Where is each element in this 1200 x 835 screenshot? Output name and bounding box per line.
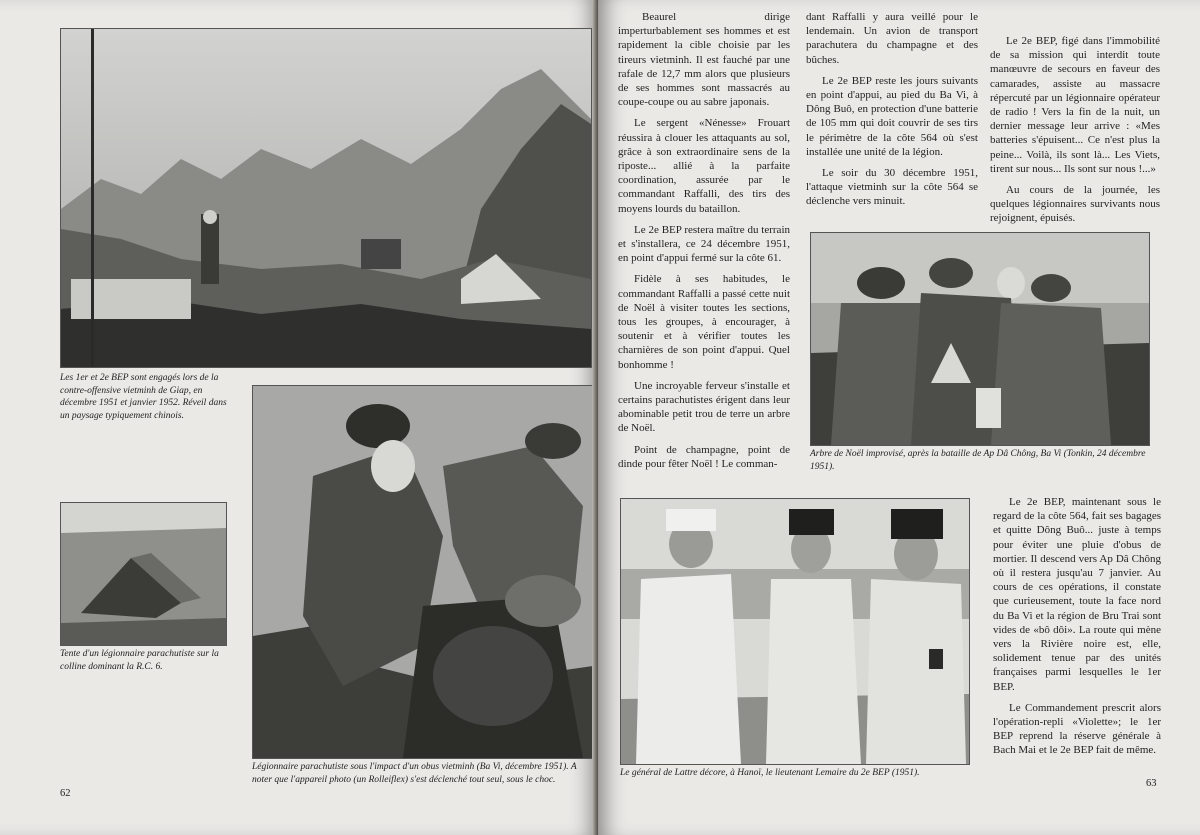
col3-paragraph: Le 2e BEP, figé dans l'immobilité de sa mission qui interdit toute manœuvre de secours en faveur des camarades, assiste au massacre répercuté par un légionnaire opérateur de radio ! Vers la fin de la nuit, un dernier message leur arrive : «Mes batteries s'épuisent... Ce n'est plus la peine... Voilà, ils sont là... Les Viets, tirent sur nous... Ils sont sur nous !...» bbox=[990, 35, 1160, 175]
col1-paragraph: Le sergent «Nénesse» Frouart réussira à clouer les attaquants au sol, grâce à son extraordinaire sens de la riposte... allié à la parfaite coordination, assurée par le commandant Raffalli, des tirs des moyens lourds du bataillon. bbox=[618, 117, 790, 215]
right-page bbox=[598, 0, 1200, 835]
text-column-3 bbox=[990, 34, 1160, 233]
col2-paragraph: dant Raffalli y aura veillé pour le lendemain. Un avion de transport parachutera du champagne et des bûches. bbox=[806, 11, 978, 66]
tent-photo-caption: Tente d'un légionnaire parachutiste sur la colline dominant la R.C. 6. bbox=[60, 649, 219, 672]
ceremony-photo-caption: Le général de Lattre décore, à Hanoï, le lieutenant Lemaire du 2e BEP (1951). bbox=[620, 768, 920, 778]
page-number-left: 62 bbox=[60, 788, 71, 799]
col1-paragraph: Point de champagne, point de dinde pour fêter Noël ! Le comman- bbox=[618, 443, 790, 470]
camp-photo-caption: Les 1er et 2e BEP sont engagés lors de la contre-offensive vietminh de Giap, en décembre 1951 et janvier 1952. Réveil dans un paysage typiquement chinois. bbox=[60, 373, 227, 421]
ceremony-photo bbox=[620, 498, 970, 765]
col4-paragraph: Le Commandement prescrit alors l'opération-repli «Violette»; le 1er BEP reprend la réserve générale à Bach Mai et le 2e BEP fait de même. bbox=[993, 701, 1161, 757]
text-column-1 bbox=[618, 10, 790, 478]
christmas-photo-caption: Arbre de Noël improvisé, après la bataille de Ap Dâ Chông, Ba Vi (Tonkin, 24 décembre 1951). bbox=[810, 449, 1146, 472]
shell-photo-caption: Légionnaire parachutiste sous l'impact d'un obus vietminh (Ba Vi, décembre 1951). A noter que l'appareil photo (un Rolleiflex) s'est déclenché tout seul, sous le choc. bbox=[252, 762, 577, 785]
page-number-right: 63 bbox=[1146, 778, 1157, 789]
text-column-2 bbox=[806, 10, 978, 216]
left-page bbox=[0, 0, 598, 835]
tent-photo bbox=[60, 502, 227, 646]
col2-paragraph: Le soir du 30 décembre 1951, l'attaque vietminh sur la côte 564 se déclenche vers minuit. bbox=[806, 167, 978, 208]
shell-impact-photo bbox=[252, 385, 594, 759]
col2-paragraph: Le 2e BEP reste les jours suivants en point d'appui, au pied du Ba Vi, à Dông Buô, en protection d'une batterie de 105 mm qui doit couvrir de ses tirs le périmètre de la côte 564 où s'est installée une unité de la légion. bbox=[806, 74, 978, 158]
col3-paragraph: Au cours de la journée, les quelques légionnaires survivants nous rejoignent, épuisés. bbox=[990, 184, 1160, 225]
text-column-4 bbox=[993, 495, 1161, 765]
christmas-tree-photo bbox=[810, 232, 1150, 446]
camp-mountain-photo bbox=[60, 28, 592, 368]
col1-paragraph: Fidèle à ses habitudes, le commandant Raffalli a passé cette nuit de Noël à visiter toutes les sections, tous les groupes, à encourager, à soutenir et à vérifier toutes les charnières de son point d'appui. Quel bonhomme ! bbox=[618, 273, 790, 371]
col1-paragraph: Le 2e BEP restera maître du terrain et s'installera, ce 24 décembre 1951, en point d'appui fermé sur la côte 61. bbox=[618, 223, 790, 265]
col1-paragraph: Beaurel dirige imperturbablement ses hommes et est rapidement la cible choisie par les tireurs vietminh. Il est fauché par une rafale de 12,7 mm alors que plusieurs de ses hommes sont massacrés au coupe-coupe ou au sabre japonais. bbox=[618, 11, 790, 109]
col4-paragraph: Le 2e BEP, maintenant sous le regard de la côte 564, fait ses bagages et quitte Dông Buô... juste à temps pour éviter une pluie d'obus de mortier. Il descend vers Ap Dâ Chông où il restera jusqu'au 7 janvier. Au cours de ces opérations, il constate que curieusement, toute la face nord du Ba Vi et la région de Bru Trai sont vides de «bô dôi». La route qui mène vers la Rivière noire est, elle, solidement tenue par des unités françaises parmi lesquelles le 1er BEP. bbox=[993, 496, 1161, 693]
col1-paragraph: Une incroyable ferveur s'installe et certains parachutistes érigent dans leur abominable petit trou de terre un arbre de Noël. bbox=[618, 379, 790, 435]
